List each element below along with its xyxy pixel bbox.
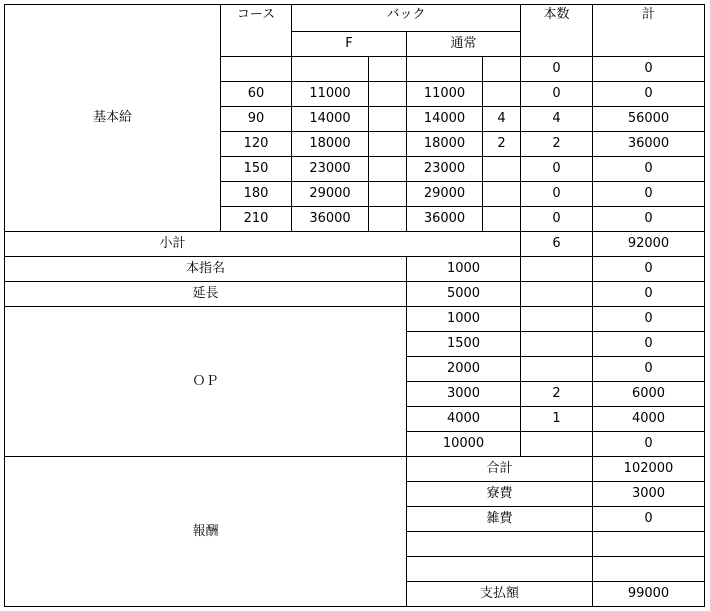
op-count[interactable]: 2 bbox=[521, 382, 593, 407]
total-cell[interactable]: 0 bbox=[593, 57, 705, 82]
course-cell[interactable]: 180 bbox=[221, 182, 292, 207]
count-cell[interactable]: 4 bbox=[521, 107, 593, 132]
f-count-cell[interactable] bbox=[369, 207, 407, 232]
subtotal-count[interactable]: 6 bbox=[521, 232, 593, 257]
reward-item-label: 雑費 bbox=[407, 507, 593, 532]
normal-count-cell[interactable] bbox=[483, 182, 521, 207]
normal-count-cell[interactable] bbox=[483, 82, 521, 107]
f-back-cell[interactable]: 29000 bbox=[292, 182, 369, 207]
back-header: バック bbox=[292, 5, 521, 32]
f-count-cell[interactable] bbox=[369, 132, 407, 157]
reward-row bbox=[5, 457, 705, 482]
reward-item-value[interactable]: 102000 bbox=[593, 457, 705, 482]
total-cell[interactable]: 36000 bbox=[593, 132, 705, 157]
op-total[interactable]: 6000 bbox=[593, 382, 705, 407]
f-back-cell[interactable]: 36000 bbox=[292, 207, 369, 232]
f-count-cell[interactable] bbox=[369, 57, 407, 82]
normal-back-cell[interactable]: 36000 bbox=[407, 207, 483, 232]
normal-count-cell[interactable]: 4 bbox=[483, 107, 521, 132]
course-cell[interactable]: 90 bbox=[221, 107, 292, 132]
payment-label: 支払額 bbox=[407, 582, 593, 607]
extension-row bbox=[5, 282, 705, 307]
count-cell[interactable]: 0 bbox=[521, 157, 593, 182]
back-f-header: F bbox=[292, 32, 407, 57]
reward-item-value[interactable]: 0 bbox=[593, 507, 705, 532]
subtotal-label: 小計 bbox=[5, 232, 521, 257]
f-back-cell[interactable]: 14000 bbox=[292, 107, 369, 132]
nomination-count[interactable] bbox=[521, 257, 593, 282]
op-count[interactable] bbox=[521, 357, 593, 382]
normal-count-cell[interactable]: 2 bbox=[483, 132, 521, 157]
total-cell[interactable]: 0 bbox=[593, 182, 705, 207]
f-back-cell[interactable]: 11000 bbox=[292, 82, 369, 107]
count-cell[interactable]: 0 bbox=[521, 57, 593, 82]
total-cell[interactable]: 0 bbox=[593, 207, 705, 232]
reward-item-label bbox=[407, 532, 593, 557]
count-cell[interactable]: 2 bbox=[521, 132, 593, 157]
op-count[interactable]: 1 bbox=[521, 407, 593, 432]
f-count-cell[interactable] bbox=[369, 157, 407, 182]
total-cell[interactable]: 56000 bbox=[593, 107, 705, 132]
pay-table bbox=[4, 4, 705, 607]
op-price[interactable]: 10000 bbox=[407, 432, 521, 457]
op-price[interactable]: 1000 bbox=[407, 307, 521, 332]
reward-item-label: 合計 bbox=[407, 457, 593, 482]
subtotal-row bbox=[5, 232, 705, 257]
payment-value[interactable]: 99000 bbox=[593, 582, 705, 607]
count-header: 本数 bbox=[521, 5, 593, 57]
op-total[interactable]: 4000 bbox=[593, 407, 705, 432]
course-cell[interactable]: 150 bbox=[221, 157, 292, 182]
normal-count-cell[interactable] bbox=[483, 207, 521, 232]
reward-item-label bbox=[407, 557, 593, 582]
op-total[interactable]: 0 bbox=[593, 432, 705, 457]
course-cell[interactable]: 210 bbox=[221, 207, 292, 232]
op-price[interactable]: 4000 bbox=[407, 407, 521, 432]
op-count[interactable] bbox=[521, 307, 593, 332]
back-normal-header: 通常 bbox=[407, 32, 521, 57]
extension-count[interactable] bbox=[521, 282, 593, 307]
course-cell[interactable]: 60 bbox=[221, 82, 292, 107]
count-cell[interactable]: 0 bbox=[521, 82, 593, 107]
op-count[interactable] bbox=[521, 432, 593, 457]
f-back-cell[interactable] bbox=[292, 57, 369, 82]
normal-back-cell[interactable] bbox=[407, 57, 483, 82]
reward-item-value[interactable]: 3000 bbox=[593, 482, 705, 507]
course-cell[interactable] bbox=[221, 57, 292, 82]
extension-price[interactable]: 5000 bbox=[407, 282, 521, 307]
extension-label: 延長 bbox=[5, 282, 407, 307]
total-cell[interactable]: 0 bbox=[593, 82, 705, 107]
op-label: ＯＰ bbox=[5, 307, 407, 457]
f-count-cell[interactable] bbox=[369, 107, 407, 132]
op-row bbox=[5, 307, 705, 332]
op-price[interactable]: 1500 bbox=[407, 332, 521, 357]
normal-back-cell[interactable]: 29000 bbox=[407, 182, 483, 207]
normal-back-cell[interactable]: 18000 bbox=[407, 132, 483, 157]
normal-count-cell[interactable] bbox=[483, 157, 521, 182]
course-cell[interactable]: 120 bbox=[221, 132, 292, 157]
normal-back-cell[interactable]: 14000 bbox=[407, 107, 483, 132]
op-total[interactable]: 0 bbox=[593, 357, 705, 382]
count-cell[interactable]: 0 bbox=[521, 182, 593, 207]
f-count-cell[interactable] bbox=[369, 182, 407, 207]
pay-sheet bbox=[4, 4, 705, 607]
extension-total[interactable]: 0 bbox=[593, 282, 705, 307]
count-cell[interactable]: 0 bbox=[521, 207, 593, 232]
op-price[interactable]: 3000 bbox=[407, 382, 521, 407]
f-back-cell[interactable]: 18000 bbox=[292, 132, 369, 157]
total-cell[interactable]: 0 bbox=[593, 157, 705, 182]
op-total[interactable]: 0 bbox=[593, 332, 705, 357]
f-count-cell[interactable] bbox=[369, 82, 407, 107]
nomination-total[interactable]: 0 bbox=[593, 257, 705, 282]
base-salary-label: 基本給 bbox=[5, 5, 221, 232]
normal-back-cell[interactable]: 23000 bbox=[407, 157, 483, 182]
reward-item-value[interactable] bbox=[593, 557, 705, 582]
nomination-row bbox=[5, 257, 705, 282]
subtotal-total[interactable]: 92000 bbox=[593, 232, 705, 257]
normal-count-cell[interactable] bbox=[483, 57, 521, 82]
normal-back-cell[interactable]: 11000 bbox=[407, 82, 483, 107]
op-count[interactable] bbox=[521, 332, 593, 357]
op-price[interactable]: 2000 bbox=[407, 357, 521, 382]
reward-item-value[interactable] bbox=[593, 532, 705, 557]
course-header: コース bbox=[221, 5, 292, 57]
reward-item-label: 寮費 bbox=[407, 482, 593, 507]
nomination-price[interactable]: 1000 bbox=[407, 257, 521, 282]
reward-label: 報酬 bbox=[5, 457, 407, 607]
op-total[interactable]: 0 bbox=[593, 307, 705, 332]
total-header: 計 bbox=[593, 5, 705, 57]
nomination-label: 本指名 bbox=[5, 257, 407, 282]
f-back-cell[interactable]: 23000 bbox=[292, 157, 369, 182]
